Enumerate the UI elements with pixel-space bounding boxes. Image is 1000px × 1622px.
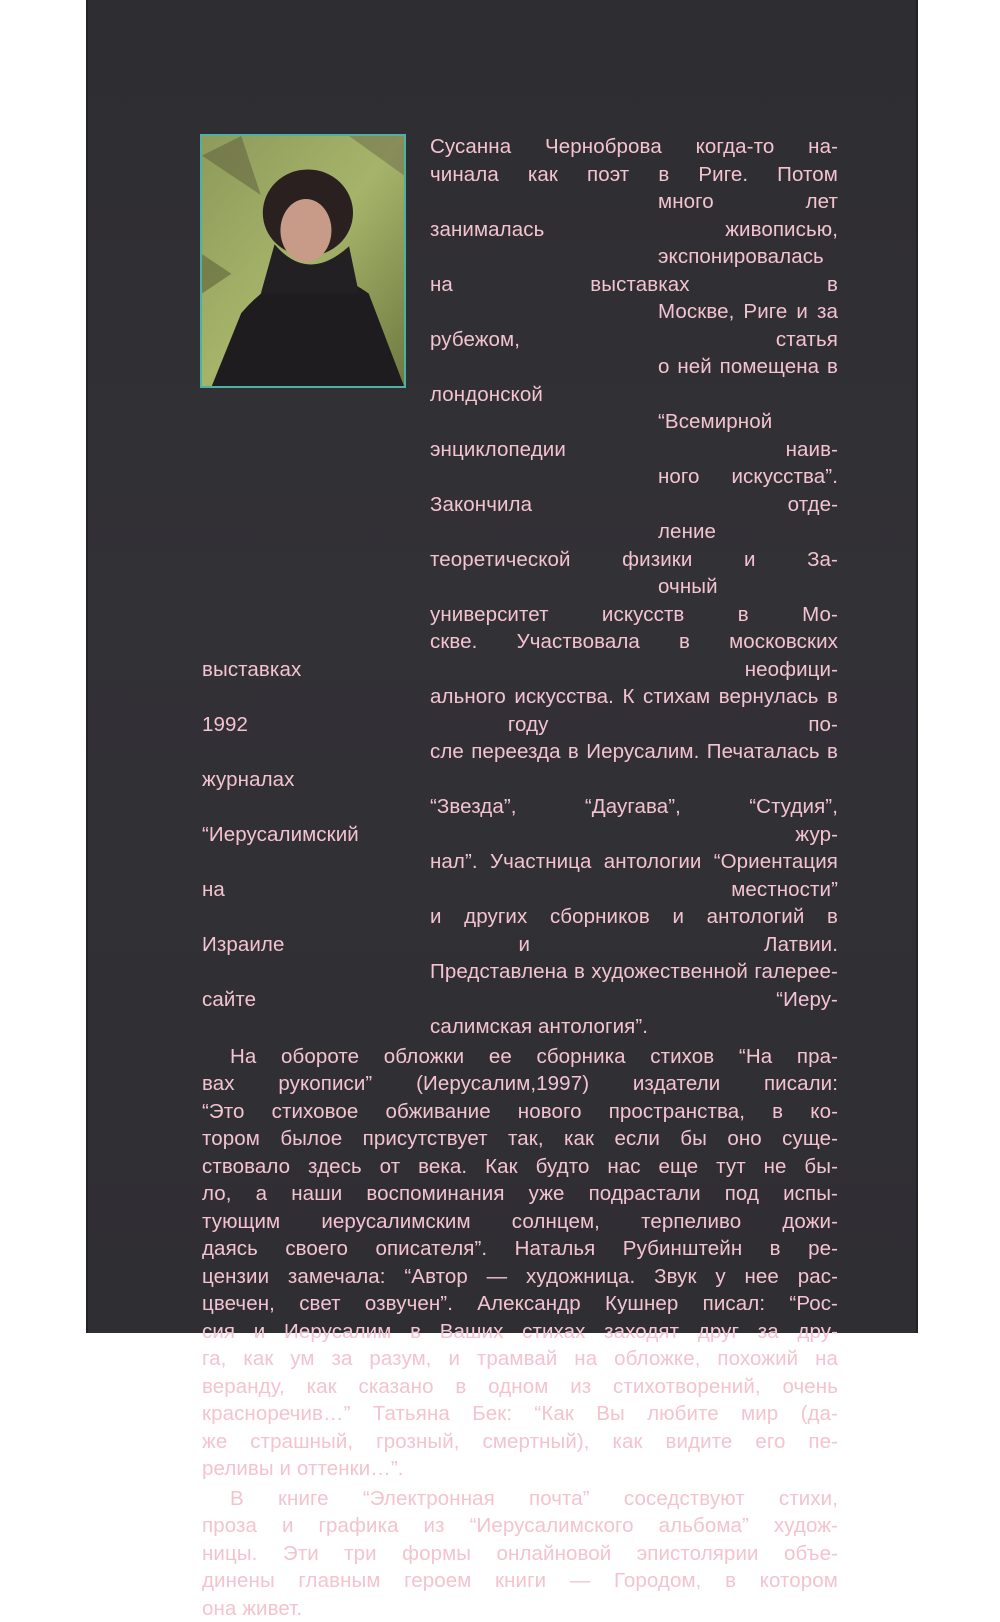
text-line: веранду, как сказано в одном из стихотворений, очень (202, 1373, 838, 1401)
text-line: экспонировалась на выставках в (202, 243, 838, 298)
text-line: динены главным героем книги — Городом, в котором (202, 1567, 838, 1595)
author-biography (202, 133, 838, 1622)
paragraph-2 (202, 1043, 838, 1483)
paragraph-1 (202, 133, 838, 1041)
text-line: ального искусства. К стихам вернулась в 1992 году по- (202, 683, 838, 738)
text-line: много лет занималась живописью, (202, 188, 838, 243)
text-line: тующим иерусалимским солнцем, терпеливо дожи- (202, 1208, 838, 1236)
text-line: же страшный, грозный, смертный), как видите его пе- (202, 1428, 838, 1456)
text-line: цвечен, свет озвучен”. Александр Кушнер писал: “Рос- (202, 1290, 838, 1318)
text-line: очный университет искусств в Мо- (202, 573, 838, 628)
text-line: “Это стиховое обживание нового пространства, в ко- (202, 1098, 838, 1126)
text-line: ницы. Эти три формы онлайновой эпистолярии объе- (202, 1540, 838, 1568)
text-line: Сусанна Черноброва когда-то на- (202, 133, 838, 161)
text-line: салимская антология”. (202, 1013, 838, 1041)
text-line: Представлена в художественной галерее-сайте “Иеру- (202, 958, 838, 1013)
text-line: даясь своего описателя”. Наталья Рубинштейн в ре- (202, 1235, 838, 1263)
text-line: сле переезда в Иерусалим. Печаталась в журналах (202, 738, 838, 793)
text-line: га, как ум за разум, и трамвай на обложке, похожий на (202, 1345, 838, 1373)
text-line: “Звезда”, “Даугава”, “Студия”, “Иерусалимский жур- (202, 793, 838, 848)
paragraph-3 (202, 1485, 838, 1622)
text-line: нал”. Участница антологии “Ориентация на местности” (202, 848, 838, 903)
text-line: реливы и оттенки…”. (202, 1455, 838, 1483)
text-line: о ней помещена в лондонской (202, 353, 838, 408)
text-line: и других сборников и антологий в Израиле и Латвии. (202, 903, 838, 958)
text-line: “Всемирной энциклопедии наив- (202, 408, 838, 463)
text-line: красноречив…” Татьяна Бек: “Как Вы любите мир (да- (202, 1400, 838, 1428)
text-line: цензии замечала: “Автор — художница. Звук у нее рас- (202, 1263, 838, 1291)
text-line: сия и Иерусалим в Ваших стихах заходят друг за дру- (202, 1318, 838, 1346)
text-line: она живет. (202, 1595, 838, 1622)
text-line: ствовало здесь от века. Как будто нас еще тут не бы- (202, 1153, 838, 1181)
text-line: В книге “Электронная почта” соседствуют стихи, (202, 1485, 838, 1513)
text-line: тором былое присутствует так, как если бы оно суще- (202, 1125, 838, 1153)
text-line: скве. Участвовала в московских выставках неофици- (202, 628, 838, 683)
text-line: вах рукописи” (Иерусалим,1997) издатели писали: (202, 1070, 838, 1098)
text-line: ло, а наши воспоминания уже подрастали под испы- (202, 1180, 838, 1208)
text-line: На обороте обложки ее сборника стихов “На пра- (202, 1043, 838, 1071)
text-line: Москве, Риге и за рубежом, статья (202, 298, 838, 353)
text-line: ного искусства”. Закончила отде- (202, 463, 838, 518)
text-line: чинала как поэт в Риге. Потом (202, 161, 838, 189)
text-line: проза и графика из “Иерусалимского альбома” худож- (202, 1512, 838, 1540)
text-line: ление теоретической физики и За- (202, 518, 838, 573)
